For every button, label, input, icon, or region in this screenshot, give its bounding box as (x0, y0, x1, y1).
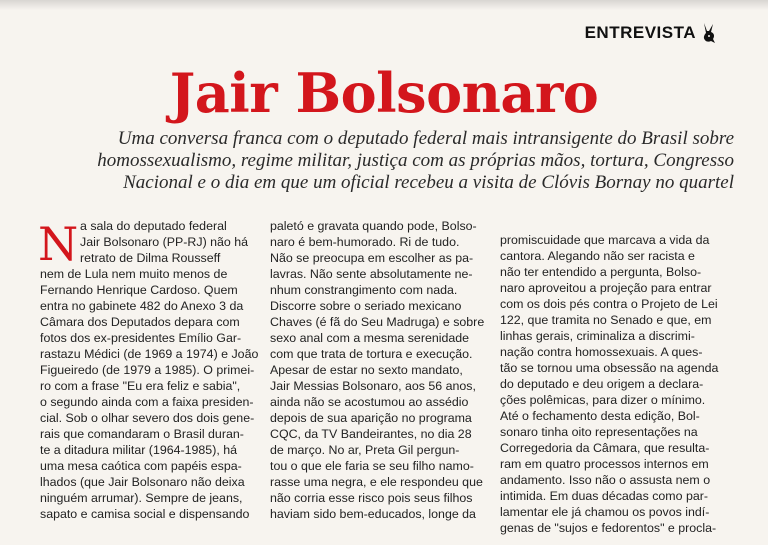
article-line: de março. No ar, Preta Gil pergun- (270, 443, 460, 457)
article-line: promiscuidade que marcava a vida da (500, 233, 710, 247)
article-line: Jair Bolsonaro (PP-RJ) não há (80, 235, 249, 249)
article-line: Figueiredo (de 1979 a 1985). O primei- (40, 363, 255, 377)
article-line: paletó e gravata quando pode, Bolso- (270, 219, 477, 233)
article-line: naro aproveitou a projeção para entrar (500, 281, 712, 295)
article-line: 122, que tramita no Senado e que, em (500, 313, 712, 327)
article-line: com os dois pés contra o Projeto de Lei (500, 297, 718, 311)
article-column-3 (500, 232, 719, 536)
article-line: ninguém arrumar). Sempre de jeans, (40, 491, 243, 505)
subtitle-line: Nacional e o dia em que um oficial recebeu a visita de Clóvis Bornay no quartel (123, 172, 734, 193)
article-title: Jair Bolsonaro (169, 61, 599, 125)
article-line: ções polêmicas, para dizer o mínimo. (500, 393, 706, 407)
article-line: Até o fechamento desta edição, Bol- (500, 409, 700, 423)
article-line: cantora. Alegando não ser racista e (500, 249, 695, 263)
article-line: ram em quatro processos internos em (500, 457, 709, 471)
article-line: te a ditadura militar (1964-1985), há (40, 443, 237, 457)
article-line: ro com a frase "Eu era feliz e sabia", (40, 379, 241, 393)
article-line: Apesar de estar no sexto mandato, (270, 363, 463, 377)
article-line: com que trata de tortura e execução. (270, 347, 473, 361)
section-tag (585, 22, 718, 44)
article-line: lhados (que Jair Bolsonaro não deixa (40, 475, 245, 489)
article-line: Discorre sobre o seriado mexicano (270, 299, 462, 313)
article-line: uma mesa caótica com papéis espa- (40, 459, 242, 473)
article-line: lamentar ele já chamou os povos indí- (500, 505, 710, 519)
article-line: sexo anal com a mesma serenidade (270, 331, 470, 345)
article-line: naro é bem-humorado. Ri de tudo. (270, 235, 460, 249)
article-line: nem de Lula nem muito menos de (40, 267, 228, 281)
bunny-logo-icon (700, 22, 718, 44)
article-line: intimida. Em duas décadas como par- (500, 489, 708, 503)
article-column-2 (270, 218, 485, 522)
article-line: Não se preocupa em escolher as pa- (270, 251, 474, 265)
article-line: Câmara dos Deputados depara com (40, 315, 240, 329)
article-line: ainda não se acostumou ao assédio (270, 395, 469, 409)
article-line: não corria esse risco pois seus filhos (270, 491, 473, 505)
article-line: sonaro tinha oito representações na (500, 425, 698, 439)
article-line: não ter entendido a pergunta, Bolso- (500, 265, 702, 279)
article-line: tão se tornou uma obsessão na agenda (500, 361, 719, 375)
article-line: rasse uma negra, e ele respondeu que (270, 475, 483, 489)
article-line: sapato e camisa social e dispensando (40, 507, 250, 521)
article-subtitle (34, 128, 734, 194)
article-line: fotos dos ex-presidentes Emílio Gar- (40, 331, 242, 345)
drop-cap: N (38, 217, 79, 271)
article-line: linhas gerais, criminaliza a discrimi- (500, 329, 695, 343)
article-line: nhum constrangimento com nada. (270, 283, 458, 297)
article-line: Fernando Henrique Cardoso. Quem (40, 283, 238, 297)
article-line: a sala do deputado federal (80, 219, 227, 233)
article-line: Corregedoria da Câmara, que resulta- (500, 441, 710, 455)
article-line: nação contra homossexuais. A ques- (500, 345, 703, 359)
article-line: Chaves (é fã do Seu Madruga) e sobre (270, 315, 485, 329)
article-line: cial. Sob o olhar severo dos dois gene- (40, 411, 255, 425)
article-line: rais que comandaram o Brasil duran- (40, 427, 244, 441)
page-edge-shadow (0, 0, 768, 10)
article-line: retrato de Dilma Rousseff (80, 251, 221, 265)
article-line: depois de sua aparição no programa (270, 411, 472, 425)
article-line: genas de "sujos e fedorentos" e procla- (500, 521, 717, 535)
subtitle-line: homossexualismo, regime militar, justiça com as próprias mãos, tortura, Congresso (97, 150, 734, 171)
article-line: do deputado e deu origem a declara- (500, 377, 704, 391)
article-line: rastazu Médici (de 1969 a 1974) e João (40, 347, 259, 361)
article-line: andamento. Isso não o assusta nem o (500, 473, 711, 487)
article-line: Jair Messias Bolsonaro, aos 56 anos, (270, 379, 476, 393)
section-label: ENTREVISTA (584, 23, 696, 42)
article-line: tou o que ele faria se seu filho namo- (270, 459, 474, 473)
article-column-1 (40, 218, 259, 522)
article-line: lavras. Não sente absolutamente ne- (270, 267, 473, 281)
subtitle-line: Uma conversa franca com o deputado federal mais intransigente do Brasil sobre (117, 128, 734, 149)
article-line: haviam sido bem-educados, longe da (270, 507, 476, 521)
article-line: entra no gabinete 482 do Anexo 3 da (40, 299, 244, 313)
article-line: CQC, da TV Bandeirantes, no dia 28 (270, 427, 472, 441)
article-line: o segundo ainda com a faixa presiden- (40, 395, 254, 409)
